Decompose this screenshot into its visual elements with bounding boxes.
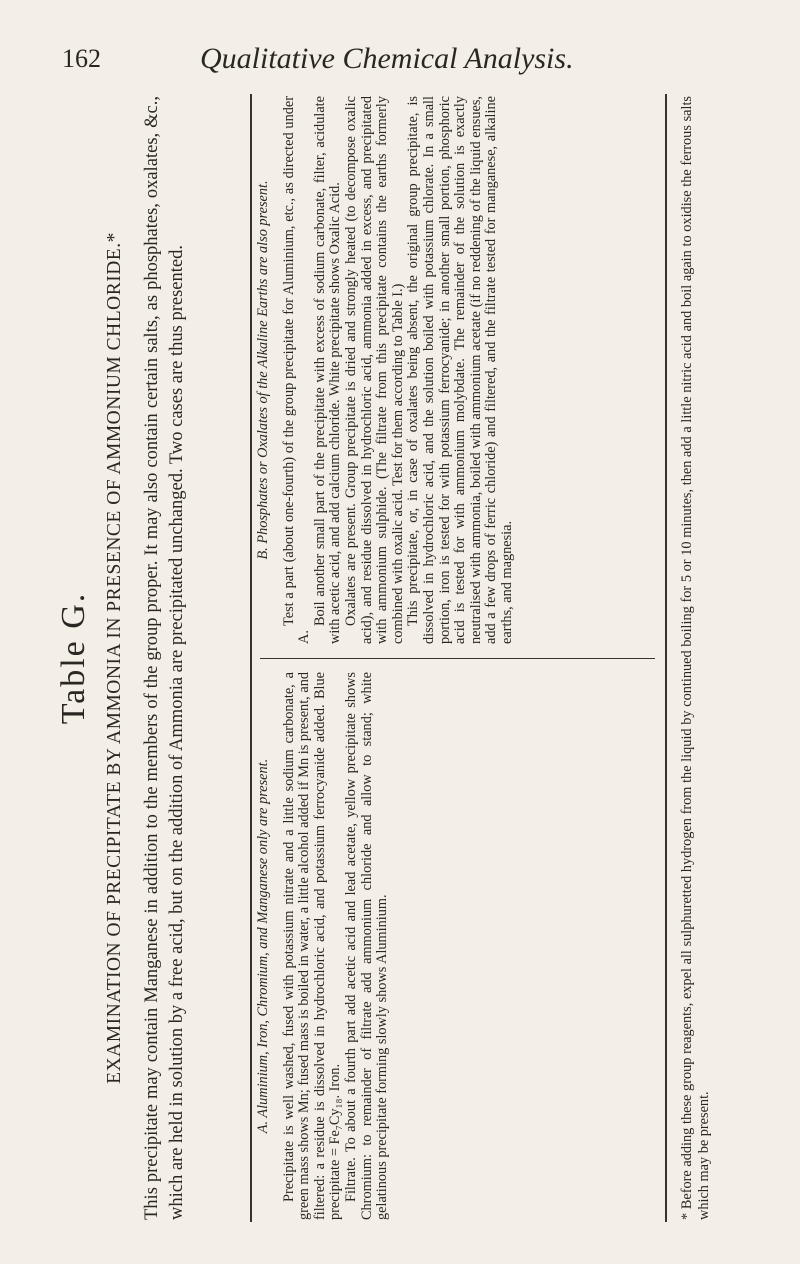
section-b-paragraph: Test a part (about one-fourth) of the group precipitate for Aluminium, etc., as directed under A. <box>280 96 313 644</box>
section-b-paragraph: Boil another small part of the precipitate with excess of sodium carbonate, filter, acidulate with acetic acid, and add calcium chloride. White precipitate shows Oxalic Acid. <box>311 96 344 644</box>
intro-paragraph: This precipitate may contain Manganese in addition to the members of the group proper. It may also contain certain salts, as phosphates, oxalates, &c., which are held in solution by a free acid, but on the addition of Ammonia are precipitated unchanged. Two cases are thus presented. <box>142 96 187 1220</box>
section-a-column <box>256 672 391 1220</box>
section-a-paragraph: Precipitate is well washed, fused with potassium nitrate and a little sodium carbonate, a green mass shows Mn; fused mass is boiled in water, a little alcohol added if Mn is present, and filtered: a residue is dissolved in hydrochloric acid, and potassium ferrocyanide added. Blue precipitate = Fe₇Cy₁₈. Iron. <box>280 672 344 1220</box>
footnote: * Before adding these group reagents, expel all sulphuretted hydrogen from the liquid by continued boiling for 5 or 10 minutes, then add a little nitric acid and boil again to oxidise the ferrous salts which may be present. <box>679 96 712 1220</box>
section-a-paragraph: Filtrate. To about a fourth part add acetic acid and lead acetate, yellow precipitate shows Chromium: to remainder of filtrate add ammonium chloride and allow to stand; white gelatinous precipitate forming slowly shows Aluminium. <box>342 672 391 1220</box>
section-b-column <box>256 96 516 644</box>
rotated-table-page <box>48 88 788 1228</box>
table-title: Table G. <box>55 591 92 725</box>
horizontal-rule <box>665 94 667 1222</box>
page-header <box>0 34 800 74</box>
section-b-paragraph: Oxalates are present. Group precipitate is dried and strongly heated (to decompose oxalic acid), and residue dissolved in hydrochloric acid, ammonia added in excess, and precipitated with ammonium sulphide. (The filtrate from this precipitate contains the earths formerly combined with oxalic acid. Test for them according to Table I.) <box>342 96 406 644</box>
section-b-paragraph: This precipitate, or, in case of oxalates being absent, the original group precipitate, is dissolved in hydrochloric acid, and the solution boiled with potassium chlorate. In a small portion, iron is tested for with potassium ferrocyanide; in another small portion, phosphoric acid is tested for with ammonium molybdate. The remainder of the solution is exactly neutralised with ammonia, boiled with ammonium acetate (if no reddening of the liquid ensues, add a few drops of ferric chloride) and filtered, and the filtrate tested for manganese, alkaline earths, and magnesia. <box>405 96 515 644</box>
column-divider <box>260 658 655 659</box>
section-b-heading: B. Phosphates or Oxalates of the Alkaline Earths are also present. <box>255 180 271 560</box>
running-title: Qualitative Chemical Analysis. <box>200 42 574 75</box>
section-a-heading: A. Aluminium, Iron, Chromium, and Manganese only are present. <box>255 758 271 1134</box>
table-heading: EXAMINATION OF PRECIPITATE BY AMMONIA IN PRESENCE OF AMMONIUM CHLORIDE.* <box>104 232 125 1084</box>
table-columns <box>256 88 661 1228</box>
page-number: 162 <box>62 44 101 73</box>
horizontal-rule <box>250 94 252 1222</box>
